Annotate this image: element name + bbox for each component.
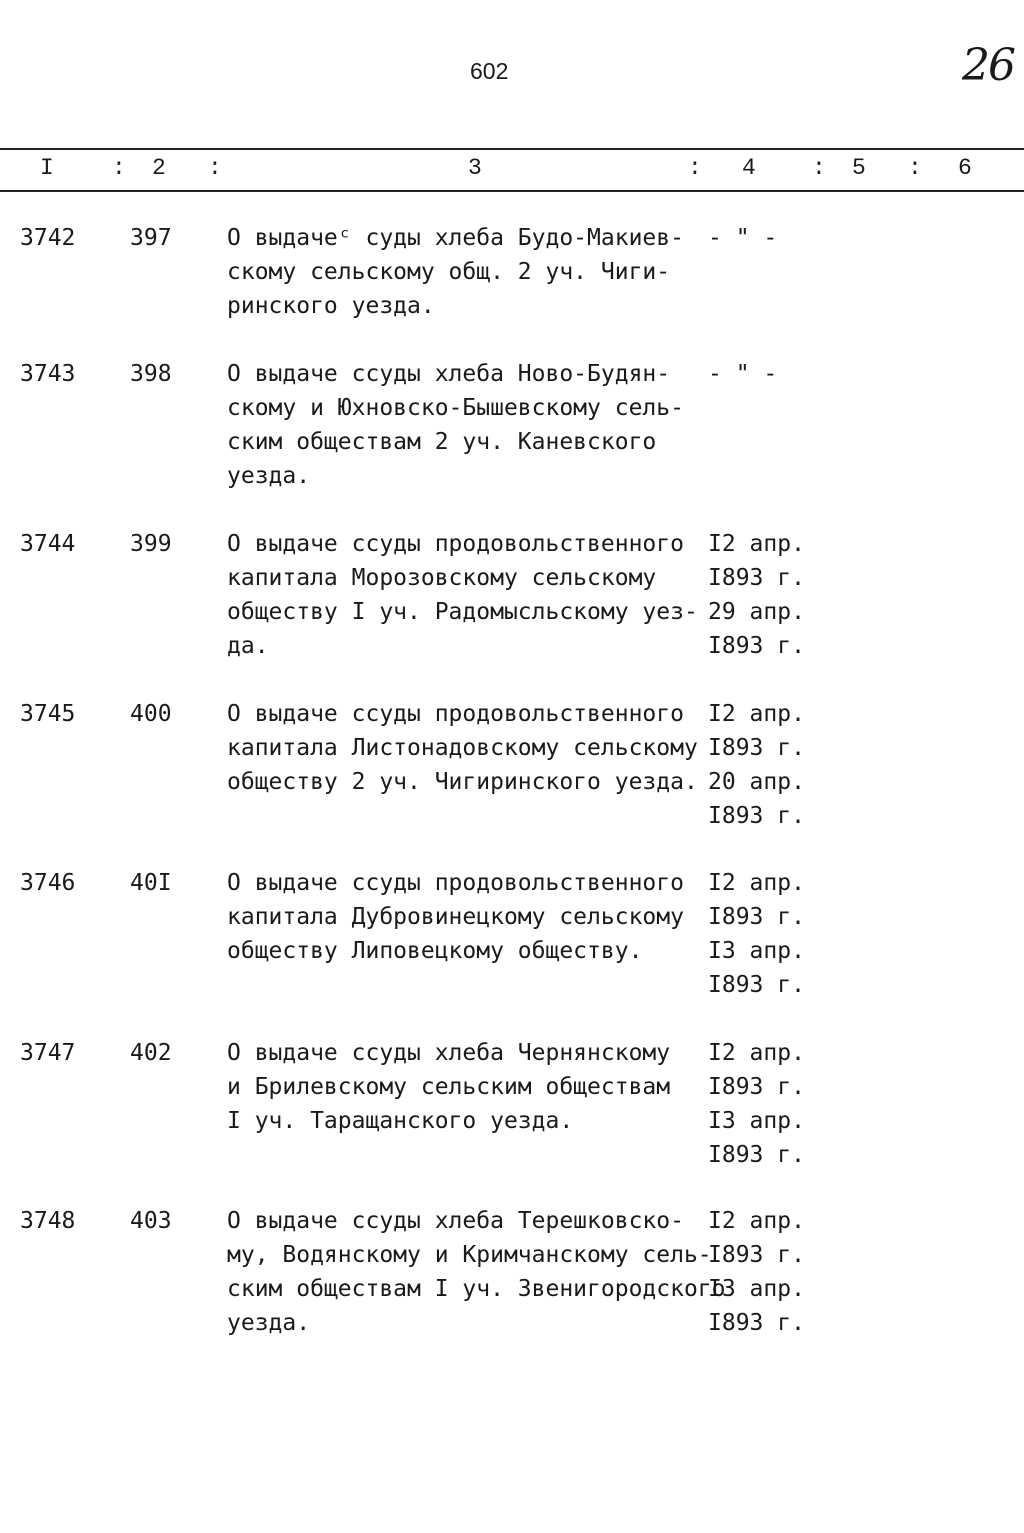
entry-date-line: - " - [708,361,778,387]
entry-description-line: О выдаче ссуды хлеба Терешковско- [227,1208,684,1234]
header-sep-1: : [112,155,126,181]
entry-description-line: да. [227,633,269,659]
entry-file-number: 40I [130,870,172,896]
entry-date-line: - " - [708,225,778,251]
entry-description [227,221,707,323]
entry-description [227,1036,707,1138]
entry-date-line: I3 апр. [708,1276,805,1302]
entry-date-line: I893 г. [708,1074,805,1100]
entry-date-line: 29 апр. [708,599,805,625]
entry-description-line: О выдаче ссуды продовольственного [227,870,684,896]
entry-description-line: обществу 2 уч. Чигиринского уезда. [227,769,698,795]
entry-date-line: I3 апр. [708,938,805,964]
entry-description-line: обществу Липовецкому обществу. [227,938,643,964]
entry-dates [708,1036,828,1172]
header-col-5: 5 [852,155,866,181]
header-col-6: 6 [958,155,972,181]
entry-dates [708,221,828,255]
entry-date-line: I893 г. [708,633,805,659]
entry-date-line: I2 апр. [708,1208,805,1234]
entry-description-line: уезда. [227,463,311,489]
entry-number: 3748 [20,1208,76,1234]
entry-number: 3747 [20,1040,76,1066]
entry-description-line: капитала Морозовскому сельскому [227,565,657,591]
header-sep-2: : [208,155,222,181]
entry-description-line: скому сельскому общ. 2 уч. Чиги- [227,259,671,285]
entry-description-line: и Брилевскому сельским обществам [227,1074,671,1100]
entry-description-line: капитала Дубровинецкому сельскому [227,904,684,930]
header-col-4: 4 [742,155,756,181]
entry-date-line: I2 апр. [708,870,805,896]
entry-description-line: ским обществам 2 уч. Каневского [227,429,657,455]
entry-number: 3743 [20,361,76,387]
entry-description-line: О выдаче ссуды продовольственного [227,531,684,557]
entry-description-line: уезда. [227,1310,311,1336]
entry-date-line: I893 г. [708,972,805,998]
entry-date-line: I2 апр. [708,701,805,727]
entry-description [227,1204,726,1340]
header-col-3: 3 [468,155,482,181]
header-rule-bottom [0,190,1024,192]
entry-dates [708,866,828,1002]
entry-description-line: О выдаче ссуды хлеба Чернянскому [227,1040,671,1066]
entry-date-line: I893 г. [708,735,805,761]
entry-number: 3746 [20,870,76,896]
entry-file-number: 398 [130,361,172,387]
entry-description-line: скому и Юхновско-Бышевскому сель- [227,395,684,421]
entry-date-line: I893 г. [708,1310,805,1336]
header-col-1: I [40,155,54,181]
entry-file-number: 402 [130,1040,172,1066]
entry-number: 3744 [20,531,76,557]
entry-description-line: О выдаче ссуды продовольственного [227,701,684,727]
entry-file-number: 403 [130,1208,172,1234]
entry-description [227,697,707,799]
entry-description-line: капитала Листонадовскому сельскому [227,735,698,761]
entry-number: 3745 [20,701,76,727]
entry-date-line: I893 г. [708,1142,805,1168]
header-sep-4: : [812,155,826,181]
header-rule-top [0,148,1024,150]
entry-dates [708,527,828,663]
entry-description-line: ским обществам I уч. Звенигородского [227,1276,726,1302]
entry-date-line: I2 апр. [708,1040,805,1066]
entry-date-line: I893 г. [708,1242,805,1268]
entry-description-line: му, Водянскому и Кримчанскому сель- [227,1242,712,1268]
entry-date-line: I2 апр. [708,531,805,557]
entry-dates [708,697,828,833]
entry-file-number: 399 [130,531,172,557]
entry-number: 3742 [20,225,76,251]
entry-dates [708,1204,828,1340]
folio-number: 26 [962,40,1014,91]
header-col-2: 2 [152,155,166,181]
entry-description-line: О выдачеᶜ суды хлеба Будо-Макиев- [227,225,684,251]
entry-description [227,866,707,968]
entry-file-number: 397 [130,225,172,251]
header-sep-3: : [688,155,702,181]
entry-date-line: I893 г. [708,803,805,829]
entry-date-line: 20 апр. [708,769,805,795]
entry-date-line: I893 г. [708,904,805,930]
entry-date-line: I3 апр. [708,1108,805,1134]
entry-dates [708,357,828,391]
page-number: 602 [470,58,509,84]
entry-date-line: I893 г. [708,565,805,591]
entry-description-line: ринского уезда. [227,293,435,319]
entry-description-line: О выдаче ссуды хлеба Ново-Будян- [227,361,671,387]
entry-file-number: 400 [130,701,172,727]
entry-description-line: обществу I уч. Радомысльскому уез- [227,599,698,625]
entry-description-line: I уч. Таращанского уезда. [227,1108,574,1134]
header-sep-5: : [908,155,922,181]
entry-description [227,527,707,663]
entry-description [227,357,707,493]
